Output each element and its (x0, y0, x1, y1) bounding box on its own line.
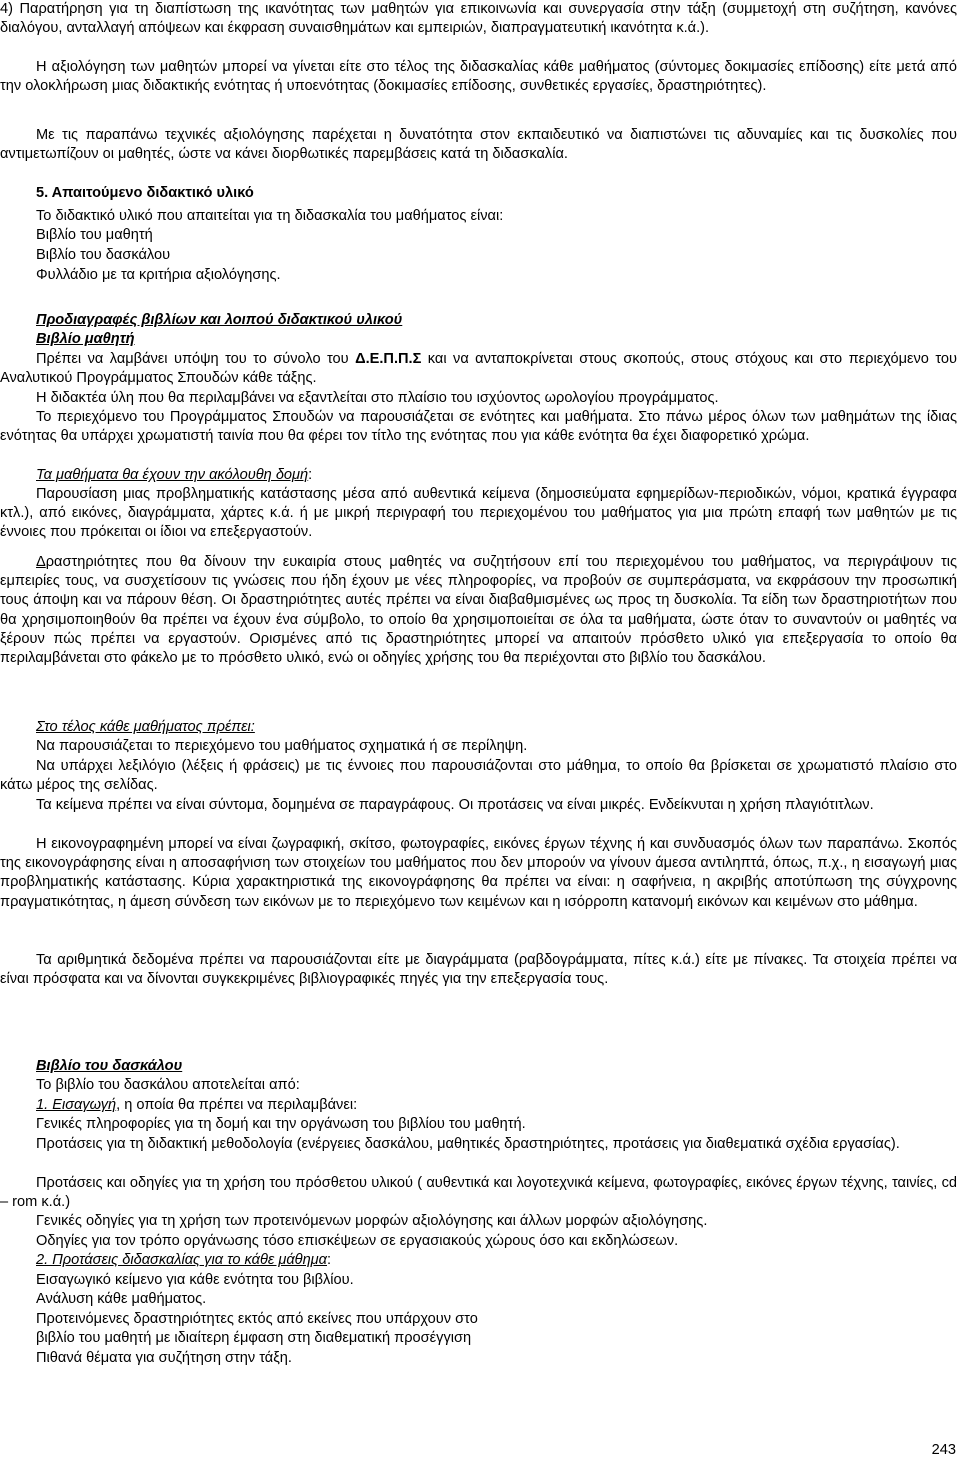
specs-heading: Προδιαγραφές βιβλίων και λοιπού διδακτικού υλικού (36, 312, 403, 328)
materials-item-student-book: Βιβλίο του μαθητή (36, 227, 153, 243)
techniques-text: Με τις παραπάνω τεχνικές αξιολόγησης παρέχεται η δυνατότητα στον εκπαιδευτικό να διαπιστώνει τις αδυναμίες και τις δυσκολίες που αντιμετωπίζουν οι μαθητές, ώστε να κάνει διορθωτικές παρεμβάσεις κατά τη διδασκαλία. (0, 127, 957, 163)
specs-paragraph-1: Πρέπει να λαμβάνει υπόψη του το σύνολο του Δ.Ε.Π.Π.Σ και να ανταποκρίνεται στους σκοπούς, στους στόχους και στο περιεχόμενο του Αναλυτικού Προγράμματος Σπουδών κάθε τάξης. (0, 351, 958, 387)
teacher-line-general-info: Γενικές πληροφορίες για τη δομή και την οργάνωση του βιβλίου του μαθητή. (36, 1116, 526, 1132)
lesson-end-label: Στο τέλος κάθε μαθήματος πρέπει: (36, 719, 255, 735)
teacher-line-activities: Προτεινόμενες δραστηριότητες εκτός από εκείνες που υπάρχουν στο (36, 1311, 478, 1327)
specs-paragraph-6: Να παρουσιάζεται το περιεχόμενο του μαθήματος σχηματικά ή σε περίληψη. (36, 738, 528, 754)
specs-paragraph-10: Τα αριθμητικά δεδομένα πρέπει να παρουσιάζονται είτε με διαγράμματα (ραβδογράμματα, πίτες κ.ά.) είτε με πίνακες. Τα στοιχεία πρέπει να είναι πρόσφατα και να δίνονται συγκεκριμένες βιβλιογραφικές πηγές για την επεξεργασία τους. (0, 952, 957, 988)
teacher-lesson-proposals-line: 2. Προτάσεις διδασκαλίας για το κάθε μάθημα: (36, 1252, 332, 1268)
assessment-paragraph (0, 58, 957, 96)
materials-item-assessment-sheet: Φυλλάδιο με τα κριτήρια αξιολόγησης. (36, 267, 281, 283)
specs-paragraph-7: Να υπάρχει λεξιλόγιο (λέξεις ή φράσεις) με τις έννοιες που παρουσιάζονται στο μάθημα, το οποίο θα βρίσκεται σε χρωματιστό πλαίσιο στο κάτω μέρος της σελίδας. (0, 758, 957, 794)
specs-paragraph-5: Δραστηριότητες που θα δίνουν την ευκαιρία στους μαθητές να συζητήσουν επί του περιεχομένου του μαθήματος, να περιγράψουν τις εμπειρίες τους, να συσχετίσουν τις γνώσεις που ήδη έχουν με νέες πληροφορίες, να προβούν σε συμπεράσματα, να εκφράσουν την προσωπική τους άποψη και να πάρουν θέση. Οι δραστηριότητες αυτές πρέπει να είναι διαβαθμισμένες ως προς τη δυσκολία. Τα είδη των δραστηριοτήτων που θα χρησιμοποιηθούν θα πρέπει να έχουν ένα σύμβολο, το οποίο θα χρησιμοποιείται σε όλα τα μαθήματα, ώστε όταν το συναντούν οι μαθητές να ξέρουν πώς πρέπει να εργαστούν. Ορισμένες από τις δραστηριότητες μπορεί να απαιτούν πρόσθετο υλικό για επεξεργασία το οποίο θα περιλαμβάνεται στο φάκελο με το πρόσθετο υλικό, ενώ οι οδηγίες χρήσης του θα περιέχονται στο βιβλίο του δασκάλου. (0, 554, 957, 667)
specs-paragraph-8: Τα κείμενα πρέπει να είναι σύντομα, δομημένα σε παραγράφους. Οι προτάσεις να είναι μικρές. Ενδείκνυται η χρήση πλαγιότιτλων. (36, 797, 874, 813)
materials-item-teacher-book: Βιβλίο του δασκάλου (36, 247, 171, 263)
depps-abbreviation: Δ.Ε.Π.Π.Σ (355, 351, 422, 367)
teacher-introduction-line: 1. Εισαγωγή, η οποία θα πρέπει να περιλαμβάνει: (36, 1097, 358, 1113)
techniques-paragraph (0, 126, 957, 164)
observation-text: 4) Παρατήρηση για τη διαπίστωση της ικανότητας των μαθητών για επικοινωνία και συνεργασία στην τάξη (συμμετοχή στη συζήτηση, κανόνες διαλόγου, ανταλλαγή απόψεων και έκφραση συναισθημάτων και εμπειριών, διαπραγματευτική ικανότητα κ.ά.). (0, 1, 957, 37)
teacher-line-cross-thematic: βιβλίο του μαθητή με ιδιαίτερη έμφαση στη διαθεματική προσέγγιση (36, 1330, 472, 1346)
teacher-line-discussion-topics: Πιθανά θέματα για συζήτηση στην τάξη. (36, 1350, 292, 1366)
assessment-text: Η αξιολόγηση των μαθητών μπορεί να γίνεται είτε στο τέλος της διδασκαλίας κάθε μαθήματος (σύντομες δοκιμασίες επίδοσης) είτε μετά από την ολοκλήρωση μιας διδακτικής ενότητας ή υποενότητας (δοκιμασίες επίδοσης, συνθετικές εργασίες, δραστηριότητες). (0, 59, 957, 95)
lesson-structure-label: Τα μαθήματα θα έχουν την ακόλουθη δομή: (36, 467, 313, 483)
section-5-heading: 5. Απαιτούμενο διδακτικό υλικό (36, 185, 254, 201)
materials-intro: Το διδακτικό υλικό που απαιτείται για τη διδασκαλία του μαθήματος είναι: (36, 208, 504, 224)
teacher-line-methodology: Προτάσεις για τη διδακτική μεθοδολογία (ενέργειες δασκάλου, μαθητικές δραστηριότητες, προτάσεις για διαθεματικά σχέδια εργασίας). (36, 1136, 900, 1152)
teacher-line-materials: Προτάσεις και οδηγίες για τη χρήση του πρόσθετου υλικού ( αυθεντικά και λογοτεχνικά κείμενα, φωτογραφίες, εικόνες έργων τέχνης, ταινίες, cd – rom κ.ά.) (0, 1175, 957, 1211)
student-book-heading: Βιβλίο μαθητή (36, 331, 135, 347)
specs-paragraph-4: Παρουσίαση μιας προβληματικής κατάστασης μέσα από αυθεντικά κείμενα (δημοσιεύματα εφημερίδων-περιοδικών, νόμοι, κρατικά έγγραφα κτλ.), από εικόνες, διαγράμματα, χάρτες κ.ά. ή με μικρή περιγραφή του περιεχομένου του μαθήματος για μια πρώτη επαφή των μαθητών με τις έννοιες που πρόκειται οι ίδιοι να επεξεργαστούν. (0, 486, 957, 541)
observation-item-4 (0, 0, 957, 38)
specs-paragraph-2: Η διδακτέα ύλη που θα περιλαμβάνει να εξαντλείται στο πλαίσιο του ισχύοντος ωρολογίου προγράμματος. (36, 390, 719, 406)
page-number: 243 (931, 1442, 956, 1458)
teacher-book-heading: Βιβλίο του δασκάλου (36, 1058, 183, 1074)
specs-paragraph-3: Το περιεχόμενο του Προγράμματος Σπουδών να παρουσιάζεται σε ενότητες και μαθήματα. Στο πάνω μέρος όλων των μαθημάτων της ίδιας ενότητας θα υπάρχει χρωματιστή ταινία που θα φέρει τον τίτλο της ενότητας που για κάθε ενότητα θα έχει διαφορετικό χρώμα. (0, 409, 957, 445)
teacher-line-assessment: Γενικές οδηγίες για τη χρήση των προτεινόμενων μορφών αξιολόγησης και άλλων μορφών αξιολόγησης. (36, 1213, 708, 1229)
teacher-line-unit-intro: Εισαγωγικό κείμενο για κάθε ενότητα του βιβλίου. (36, 1272, 354, 1288)
teacher-line-lesson-analysis: Ανάλυση κάθε μαθήματος. (36, 1291, 207, 1307)
specs-paragraph-9: Η εικονογραφημένη μπορεί να είναι ζωγραφική, σκίτσο, φωτογραφίες, εικόνες έργων τέχνης ή και συνδυασμός όλων των παραπάνω. Σκοπός της εικονογράφησης είναι η αποσαφήνιση των στοιχείων του μαθήματος που δεν μπορούν να γίνουν άμεσα αντιληπτά, όπως, π.χ., η εισαγωγή μιας προβληματικής κατάστασης. Κύρια χαρακτηριστικά της εικονογράφησης θα πρέπει να είναι: η σαφήνεια, η ακριβής αποτύπωση της σύγχρονης πραγματικότητας, η άμεση σύνδεση των εικόνων με το περιεχόμενο των κειμένων και η ισόρροπη κατανομή εικόνων και κειμένων στο μάθημα. (0, 836, 957, 910)
teacher-book-intro: Το βιβλίο του δασκάλου αποτελείται από: (36, 1077, 300, 1093)
teacher-line-visits: Οδηγίες για τον τρόπο οργάνωσης τόσο επισκέψεων σε εργασιακούς χώρους όσο και εκδηλώσεων. (36, 1233, 679, 1249)
